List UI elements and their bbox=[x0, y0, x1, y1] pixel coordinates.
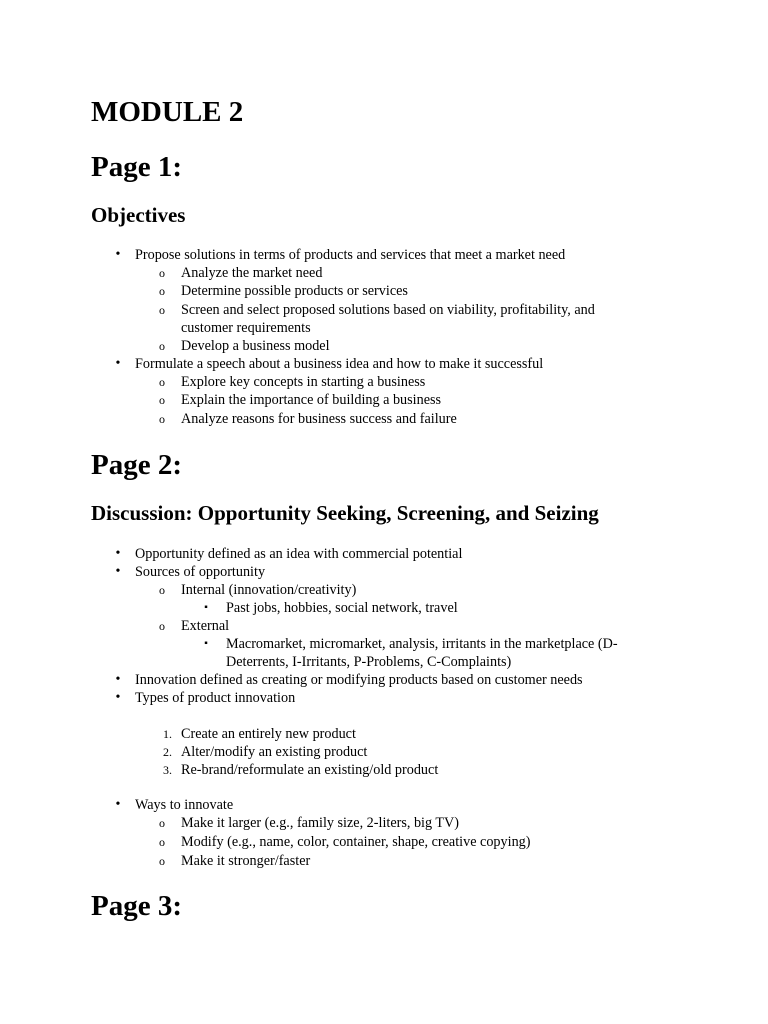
list-item: Ways to innovate bbox=[135, 797, 234, 813]
list-item: Make it larger (e.g., family size, 2-liters, big TV) bbox=[181, 815, 460, 831]
list-item: Modify (e.g., name, color, container, shape, creative copying) bbox=[181, 834, 531, 850]
list-item: Re-brand/reformulate an existing/old product bbox=[181, 762, 439, 778]
list-item-continuation: Deterrents, I-Irritants, P-Problems, C-Complaints) bbox=[226, 654, 512, 670]
discussion-heading: Discussion: Opportunity Seeking, Screening, and Seizing bbox=[91, 501, 599, 525]
bullet-marker: • bbox=[115, 797, 121, 812]
list-item: Alter/modify an existing product bbox=[181, 744, 368, 760]
list-item: Develop a business model bbox=[181, 338, 330, 354]
page-2-title: Page 2: bbox=[91, 449, 182, 481]
sub-bullet-marker: o bbox=[159, 412, 165, 426]
bullet-marker: • bbox=[115, 546, 121, 561]
sub-sub-bullet-marker: ▪ bbox=[204, 638, 208, 649]
sub-bullet-marker: o bbox=[159, 393, 165, 407]
list-item: Macromarket, micromarket, analysis, irritants in the marketplace (D- bbox=[226, 636, 618, 652]
list-item: Propose solutions in terms of products and services that meet a market need bbox=[135, 247, 566, 263]
list-item: Create an entirely new product bbox=[181, 726, 356, 742]
sub-sub-bullet-marker: ▪ bbox=[204, 602, 208, 613]
page-3-title: Page 3: bbox=[91, 890, 182, 922]
list-item-continuation: customer requirements bbox=[181, 320, 311, 336]
list-item: Analyze reasons for business success and failure bbox=[181, 411, 457, 427]
bullet-marker: • bbox=[115, 672, 121, 687]
objectives-heading: Objectives bbox=[91, 203, 186, 227]
list-item: Explain the importance of building a business bbox=[181, 392, 442, 408]
list-item: Innovation defined as creating or modifying products based on customer needs bbox=[135, 672, 583, 688]
bullet-marker: • bbox=[115, 564, 121, 579]
list-item: Internal (innovation/creativity) bbox=[181, 582, 357, 598]
list-item: Opportunity defined as an idea with commercial potential bbox=[135, 546, 463, 562]
bullet-marker: • bbox=[115, 356, 121, 371]
bullet-marker: • bbox=[115, 247, 121, 262]
sub-bullet-marker: o bbox=[159, 284, 165, 298]
list-item: Analyze the market need bbox=[181, 265, 323, 281]
list-item: Determine possible products or services bbox=[181, 283, 408, 299]
sub-bullet-marker: o bbox=[159, 816, 165, 830]
page-1-title: Page 1: bbox=[91, 151, 182, 183]
list-item: External bbox=[181, 618, 230, 634]
list-number: 3. bbox=[163, 763, 172, 777]
sub-bullet-marker: o bbox=[159, 339, 165, 353]
sub-bullet-marker: o bbox=[159, 835, 165, 849]
sub-bullet-marker: o bbox=[159, 619, 165, 633]
sub-bullet-marker: o bbox=[159, 583, 165, 597]
list-item: Past jobs, hobbies, social network, travel bbox=[226, 600, 458, 616]
module-title: MODULE 2 bbox=[91, 96, 244, 128]
sub-bullet-marker: o bbox=[159, 266, 165, 280]
sub-bullet-marker: o bbox=[159, 375, 165, 389]
list-number: 2. bbox=[163, 745, 172, 759]
list-item: Screen and select proposed solutions based on viability, profitability, and bbox=[181, 302, 595, 318]
bullet-marker: • bbox=[115, 690, 121, 705]
list-item: Sources of opportunity bbox=[135, 564, 266, 580]
list-item: Make it stronger/faster bbox=[181, 853, 311, 869]
sub-bullet-marker: o bbox=[159, 854, 165, 868]
list-number: 1. bbox=[163, 727, 172, 741]
list-item: Explore key concepts in starting a business bbox=[181, 374, 426, 390]
list-item: Types of product innovation bbox=[135, 690, 296, 706]
sub-bullet-marker: o bbox=[159, 303, 165, 317]
list-item: Formulate a speech about a business idea and how to make it successful bbox=[135, 356, 544, 372]
